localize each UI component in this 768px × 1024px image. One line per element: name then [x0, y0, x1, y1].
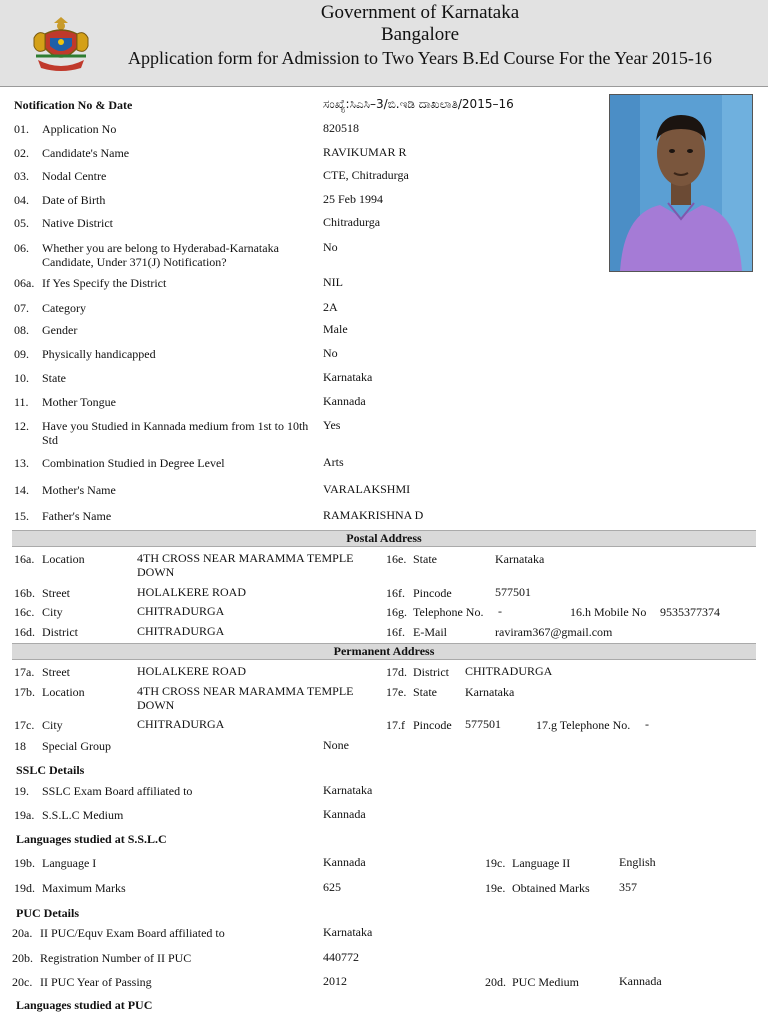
field-01-num: 01. — [14, 122, 29, 136]
puc-year-num: 20c. — [12, 975, 33, 989]
perm-city-label: City — [42, 718, 63, 732]
postal-city-num: 16c. — [14, 605, 35, 619]
field-09-label: Physically handicapped — [42, 347, 156, 361]
sslc-obtained-num: 19e. — [485, 881, 506, 895]
postal-street-num: 16b. — [14, 586, 35, 600]
postal-telephone-num: 16g. — [386, 605, 407, 619]
field-01-value: 820518 — [323, 121, 359, 135]
field-15-num: 15. — [14, 509, 29, 523]
puc-board-label: II PUC/Equv Exam Board affiliated to — [40, 926, 225, 940]
sslc-medium-value: Kannada — [323, 807, 366, 821]
field-06-num: 06. — [14, 241, 29, 255]
field-02-label: Candidate's Name — [42, 146, 130, 160]
postal-email-label: E-Mail — [413, 625, 447, 639]
puc-medium-value: Kannada — [619, 974, 662, 988]
postal-state-value: Karnataka — [495, 552, 545, 566]
field-10-label: State — [42, 371, 66, 385]
sslc-board-num: 19. — [14, 784, 29, 798]
puc-regno-label: Registration Number of II PUC — [40, 951, 192, 965]
postal-email-value: raviram367@gmail.com — [495, 625, 613, 639]
postal-location-num: 16a. — [14, 552, 35, 566]
sslc-lang1-value: Kannada — [323, 855, 366, 869]
postal-pincode-value: 577501 — [495, 585, 531, 599]
field-03-label: Nodal Centre — [42, 169, 107, 183]
field-11-label: Mother Tongue — [42, 395, 116, 409]
sslc-medium-label: S.S.L.C Medium — [42, 808, 124, 822]
perm-state-label: State — [413, 685, 437, 699]
postal-state-num: 16e. — [386, 552, 407, 566]
perm-city-num: 17c. — [14, 718, 35, 732]
notification-value: ಸಂಖ್ಯೆ:ಸಿಎಸಿ–3/ಬಿ.ಇಡಿ ದಾಖಲಾತಿ/2015–16 — [323, 97, 514, 111]
postal-district-num: 16d. — [14, 625, 35, 639]
field-09-num: 09. — [14, 347, 29, 361]
field-04-value: 25 Feb 1994 — [323, 192, 383, 206]
perm-street-label: Street — [42, 665, 70, 679]
postal-mobile-label: 16.h Mobile No — [570, 605, 647, 619]
perm-telephone-value: - — [645, 717, 649, 731]
field-14-label: Mother's Name — [42, 483, 116, 497]
postal-street-label: Street — [42, 586, 70, 600]
perm-street-num: 17a. — [14, 665, 35, 679]
perm-street-value: HOLALKERE ROAD — [137, 664, 246, 678]
sslc-max-label: Maximum Marks — [42, 881, 126, 895]
field-07-value: 2A — [323, 300, 338, 314]
perm-pincode-label: Pincode — [413, 718, 452, 732]
field-02-value: RAVIKUMAR R — [323, 145, 407, 159]
postal-city-label: City — [42, 605, 63, 619]
sslc-board-label: SSLC Exam Board affiliated to — [42, 784, 193, 798]
perm-pincode-value: 577501 — [465, 717, 501, 731]
perm-telephone-label: 17.g Telephone No. — [536, 718, 631, 732]
special-group-value: None — [323, 738, 349, 752]
field-06-label: Whether you are belong to Hyderabad-Karnataka Candidate, Under 371(J) Notification? — [42, 241, 279, 269]
sslc-lang2-label: Language II — [512, 856, 571, 870]
field-15-value: RAMAKRISHNA D — [323, 508, 424, 522]
notification-label: Notification No & Date — [14, 98, 133, 112]
sslc-max-value: 625 — [323, 880, 341, 894]
postal-street-value: HOLALKERE ROAD — [137, 585, 246, 599]
puc-title: PUC Details — [16, 906, 79, 920]
field-06-value: No — [323, 240, 338, 254]
postal-district-value: CHITRADURGA — [137, 624, 225, 638]
field-05-label: Native District — [42, 216, 113, 230]
field-13-value: Arts — [323, 455, 344, 469]
postal-location-value: 4TH CROSS NEAR MARAMMA TEMPLE DOWN — [137, 551, 354, 579]
postal-mobile-value: 9535377374 — [660, 605, 720, 619]
postal-email-num: 16f. — [386, 625, 405, 639]
field-10-num: 10. — [14, 371, 29, 385]
field-07-label: Category — [42, 301, 86, 315]
sslc-lang2-num: 19c. — [485, 856, 506, 870]
field-11-value: Kannada — [323, 394, 366, 408]
sslc-lang1-num: 19b. — [14, 856, 35, 870]
field-13-label: Combination Studied in Degree Level — [42, 456, 225, 470]
candidate-photo-image — [610, 95, 752, 271]
perm-district-value: CHITRADURGA — [465, 664, 553, 678]
postal-pincode-label: Pincode — [413, 586, 452, 600]
header-city: Bangalore — [380, 24, 460, 45]
special-group-label: Special Group — [42, 739, 111, 753]
field-14-num: 14. — [14, 483, 29, 497]
sslc-medium-num: 19a. — [14, 808, 35, 822]
perm-location-num: 17b. — [14, 685, 35, 699]
section-postal-address: Postal Address — [12, 530, 756, 547]
perm-state-num: 17e. — [386, 685, 407, 699]
field-03-value: CTE, Chitradurga — [323, 168, 409, 182]
puc-year-value: 2012 — [323, 974, 347, 988]
puc-languages-title: Languages studied at PUC — [16, 998, 153, 1012]
field-13-num: 13. — [14, 456, 29, 470]
field-14-value: VARALAKSHMI — [323, 482, 411, 496]
puc-regno-num: 20b. — [12, 951, 33, 965]
field-08-value: Male — [323, 322, 348, 336]
field-07-num: 07. — [14, 301, 29, 315]
field-06a-label: If Yes Specify the District — [42, 276, 167, 290]
section-permanent-address: Permanent Address — [12, 643, 756, 660]
field-11-num: 11. — [14, 395, 29, 409]
puc-regno-value: 440772 — [323, 950, 359, 964]
perm-location-label: Location — [42, 685, 85, 699]
field-10-value: Karnataka — [323, 370, 373, 384]
field-09-value: No — [323, 346, 338, 360]
special-group-num: 18 — [14, 739, 26, 753]
sslc-lang1-label: Language I — [42, 856, 97, 870]
field-08-label: Gender — [42, 323, 78, 337]
sslc-obtained-value: 357 — [619, 880, 637, 894]
field-05-value: Chitradurga — [323, 215, 381, 229]
candidate-photo — [609, 94, 753, 272]
perm-district-label: District — [413, 665, 449, 679]
field-04-num: 04. — [14, 193, 29, 207]
perm-city-value: CHITRADURGA — [137, 717, 225, 731]
field-12-label: Have you Studied in Kannada medium from 1st to 10th Std — [42, 419, 309, 447]
field-02-num: 02. — [14, 146, 29, 160]
perm-location-value: 4TH CROSS NEAR MARAMMA TEMPLE DOWN — [137, 684, 354, 712]
puc-medium-num: 20d. — [485, 975, 506, 989]
field-01-label: Application No — [42, 122, 117, 136]
postal-telephone-value: - — [498, 604, 502, 618]
puc-board-value: Karnataka — [323, 925, 373, 939]
postal-district-label: District — [42, 625, 78, 639]
sslc-title: SSLC Details — [16, 763, 85, 777]
field-05-num: 05. — [14, 216, 29, 230]
sslc-board-value: Karnataka — [323, 783, 373, 797]
field-06a-value: NIL — [323, 275, 343, 289]
perm-district-num: 17d. — [386, 665, 407, 679]
field-12-value: Yes — [323, 418, 341, 432]
sslc-lang2-value: English — [619, 855, 656, 869]
postal-telephone-label: Telephone No. — [413, 605, 484, 619]
field-03-num: 03. — [14, 169, 29, 183]
puc-medium-label: PUC Medium — [512, 975, 580, 989]
postal-state-label: State — [413, 552, 437, 566]
form-header — [0, 0, 768, 87]
header-government: Government of Karnataka — [320, 2, 520, 23]
perm-state-value: Karnataka — [465, 685, 515, 699]
field-08-num: 08. — [14, 323, 29, 337]
header-form-title: Application form for Admission to Two Years B.Ed Course For the Year 2015-16 — [128, 48, 712, 68]
perm-pincode-num: 17.f — [386, 718, 405, 732]
field-12-num: 12. — [14, 419, 29, 433]
field-15-label: Father's Name — [42, 509, 112, 523]
postal-city-value: CHITRADURGA — [137, 604, 225, 618]
puc-board-num: 20a. — [12, 926, 33, 940]
field-04-label: Date of Birth — [42, 193, 106, 207]
sslc-languages-title: Languages studied at S.S.L.C — [16, 832, 167, 846]
sslc-obtained-label: Obtained Marks — [512, 881, 590, 895]
sslc-max-num: 19d. — [14, 881, 35, 895]
postal-pincode-num: 16f. — [386, 586, 405, 600]
postal-location-label: Location — [42, 552, 85, 566]
field-06a-num: 06a. — [14, 276, 35, 290]
puc-year-label: II PUC Year of Passing — [40, 975, 152, 989]
